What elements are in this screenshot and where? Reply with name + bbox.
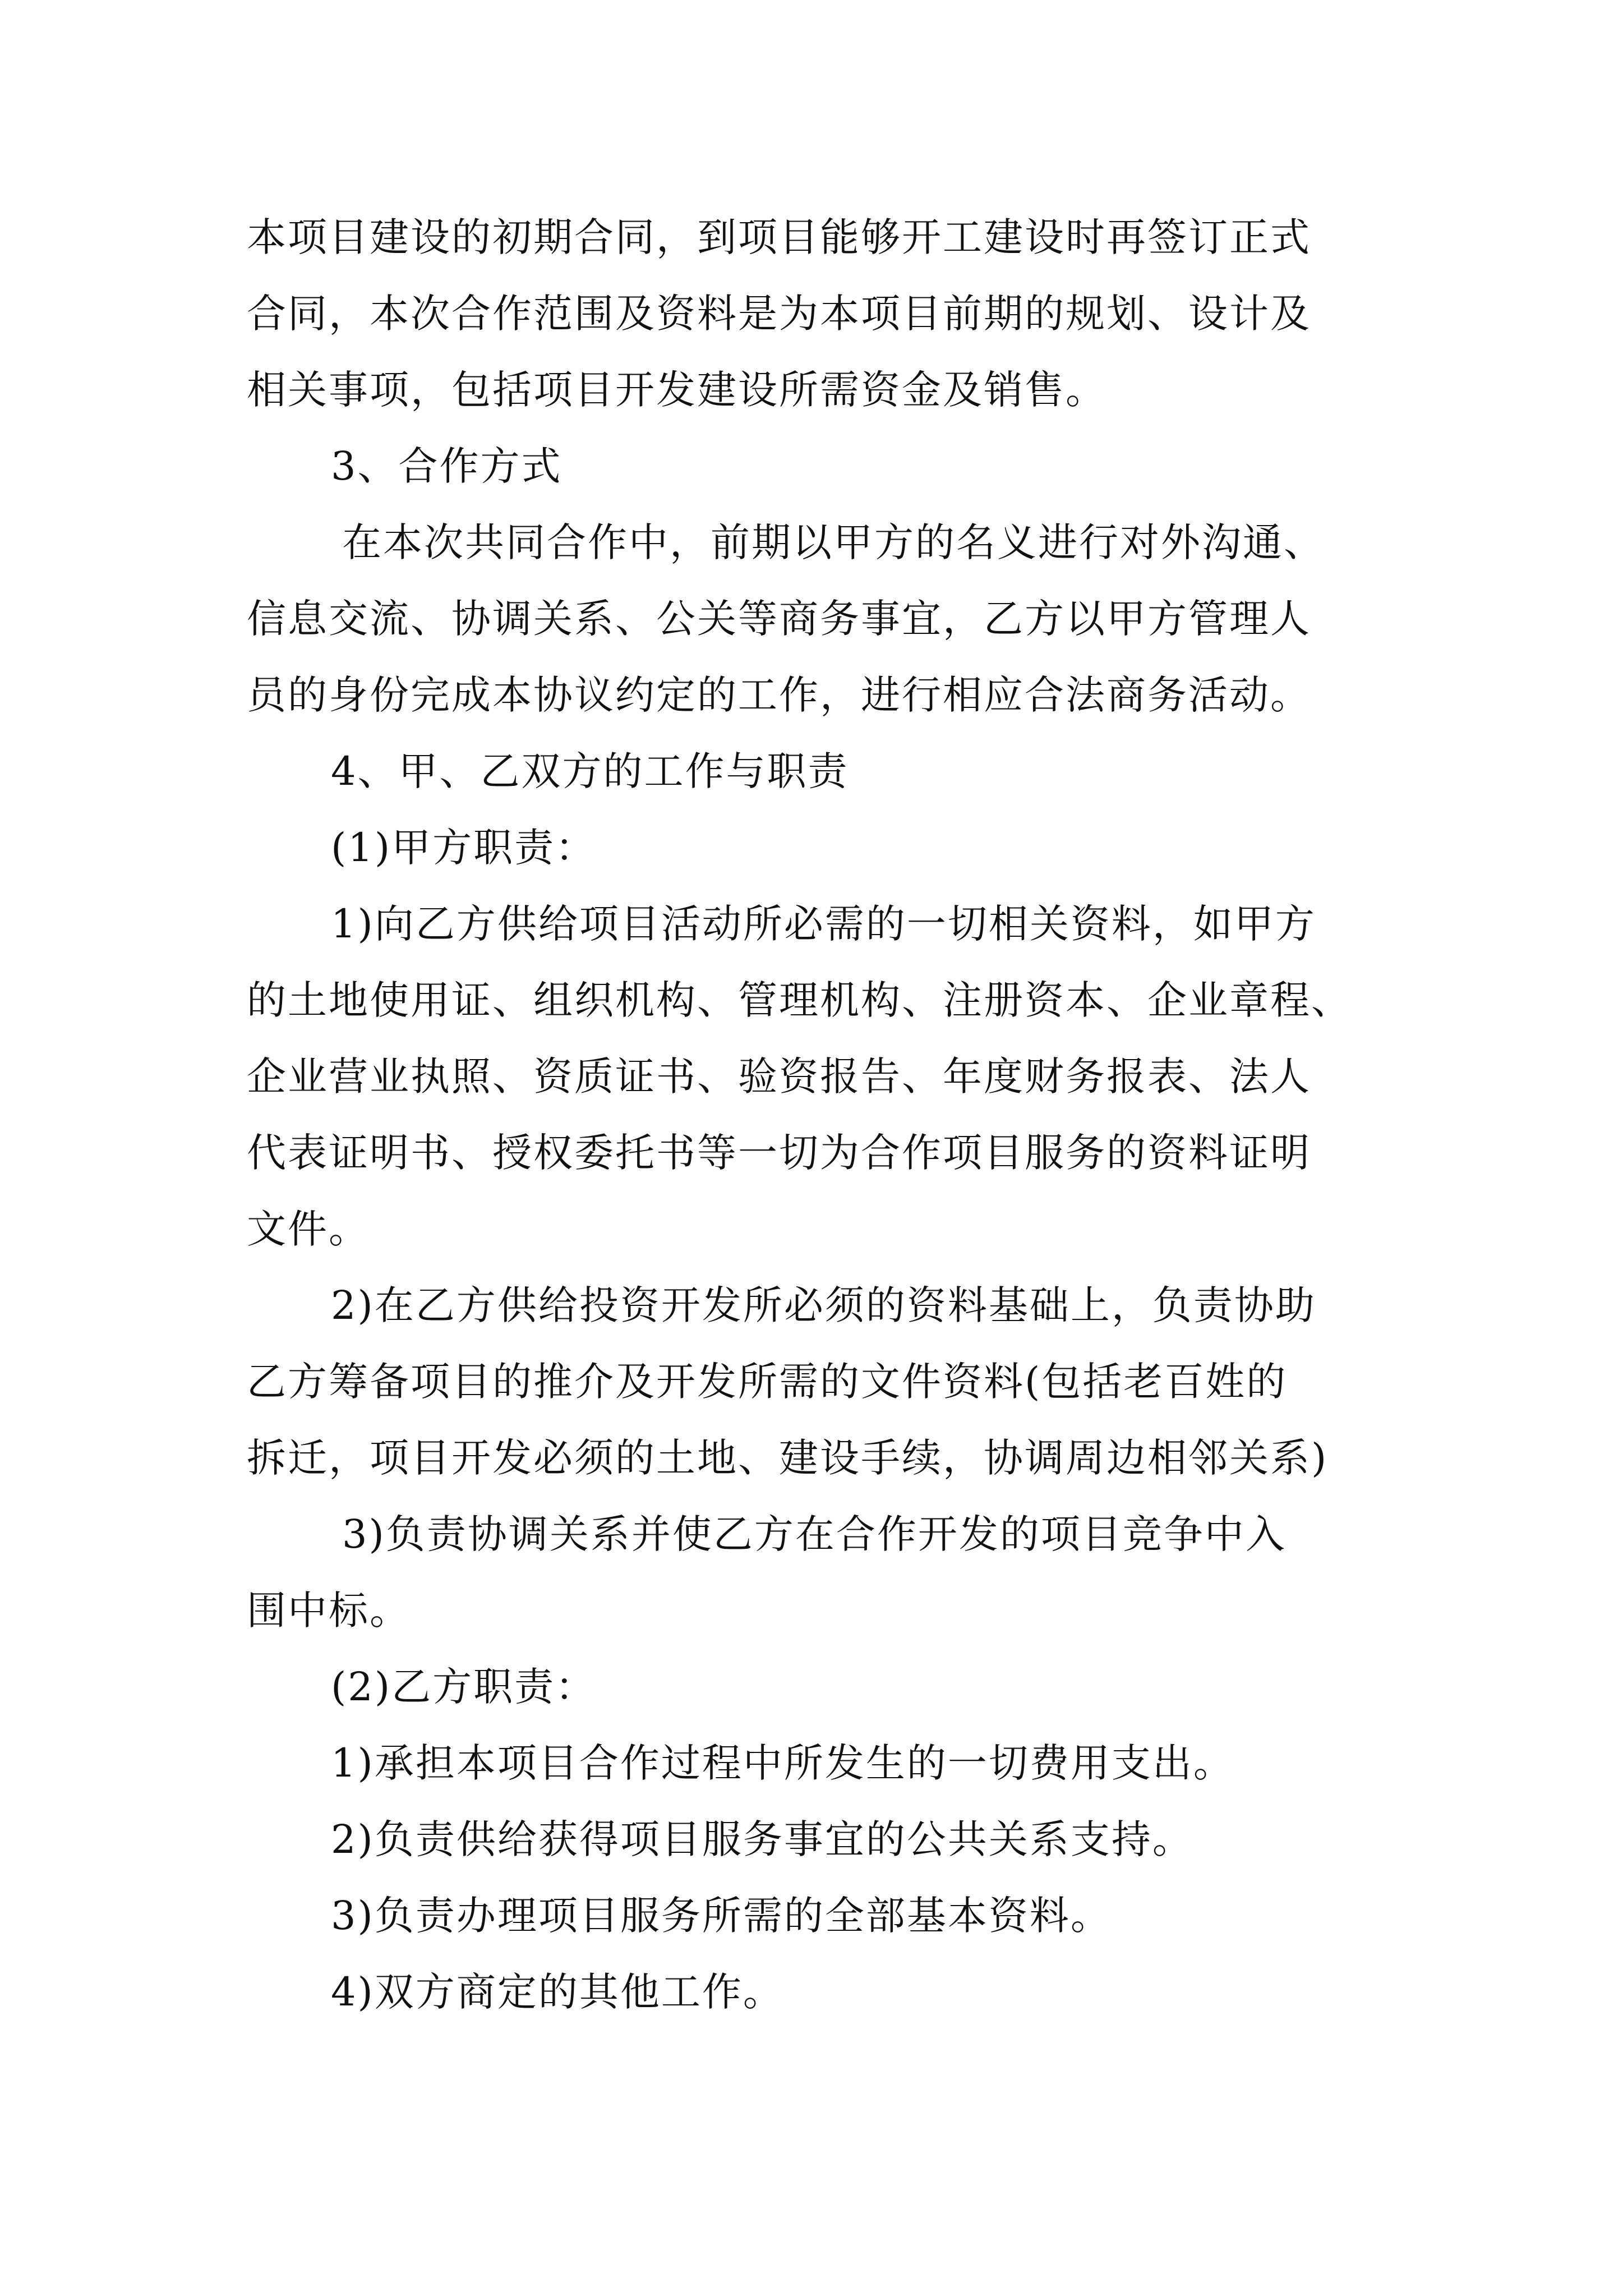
body-line: 文件。	[247, 1206, 370, 1252]
body-line: 围中标。	[247, 1588, 411, 1634]
body-line: 乙方筹备项目的推介及开发所需的文件资料(包括老百姓的	[247, 1359, 1288, 1405]
list-item: 1)向乙方供给项目活动所必需的一切相关资料，如甲方	[331, 901, 1316, 947]
section-heading: 3、合作方式	[331, 443, 562, 489]
section-heading: 4、甲、乙双方的工作与职责	[331, 748, 849, 794]
body-line: 的土地使用证、组织机构、管理机构、注册资本、企业章程、	[247, 977, 1352, 1023]
body-line: 员的身份完成本协议约定的工作，进行相应合法商务活动。	[247, 672, 1311, 718]
subsection-heading: (2)乙方职责：	[331, 1664, 597, 1710]
list-item: 3)负责办理项目服务所需的全部基本资料。	[331, 1893, 1112, 1939]
body-line: 合同，本次合作范围及资料是为本项目前期的规划、设计及	[247, 291, 1311, 337]
body-line: 信息交流、协调关系、公关等商务事宜，乙方以甲方管理人	[247, 596, 1311, 642]
body-line: 代表证明书、授权委托书等一切为合作项目服务的资料证明	[247, 1130, 1311, 1176]
list-item: 3)负责协调关系并使乙方在合作开发的项目竞争中入	[342, 1511, 1287, 1557]
body-line: 相关事项，包括项目开发建设所需资金及销售。	[247, 367, 1106, 413]
body-line: 企业营业执照、资质证书、验资报告、年度财务报表、法人	[247, 1053, 1311, 1099]
list-item: 2)负责供给获得项目服务事宜的公共关系支持。	[331, 1816, 1193, 1862]
body-line: 在本次共同合作中，前期以甲方的名义进行对外沟通、	[342, 519, 1325, 565]
list-item: 2)在乙方供给投资开发所必须的资料基础上，负责协助	[331, 1282, 1316, 1328]
list-item: 4)双方商定的其他工作。	[331, 1969, 784, 2015]
body-line: 拆迁，项目开发必须的土地、建设手续，协调周边相邻关系)	[247, 1435, 1329, 1481]
body-line: 本项目建设的初期合同，到项目能够开工建设时再签订正式	[247, 214, 1311, 260]
subsection-heading: (1)甲方职责：	[331, 825, 597, 871]
list-item: 1)承担本项目合作过程中所发生的一切费用支出。	[331, 1740, 1234, 1786]
